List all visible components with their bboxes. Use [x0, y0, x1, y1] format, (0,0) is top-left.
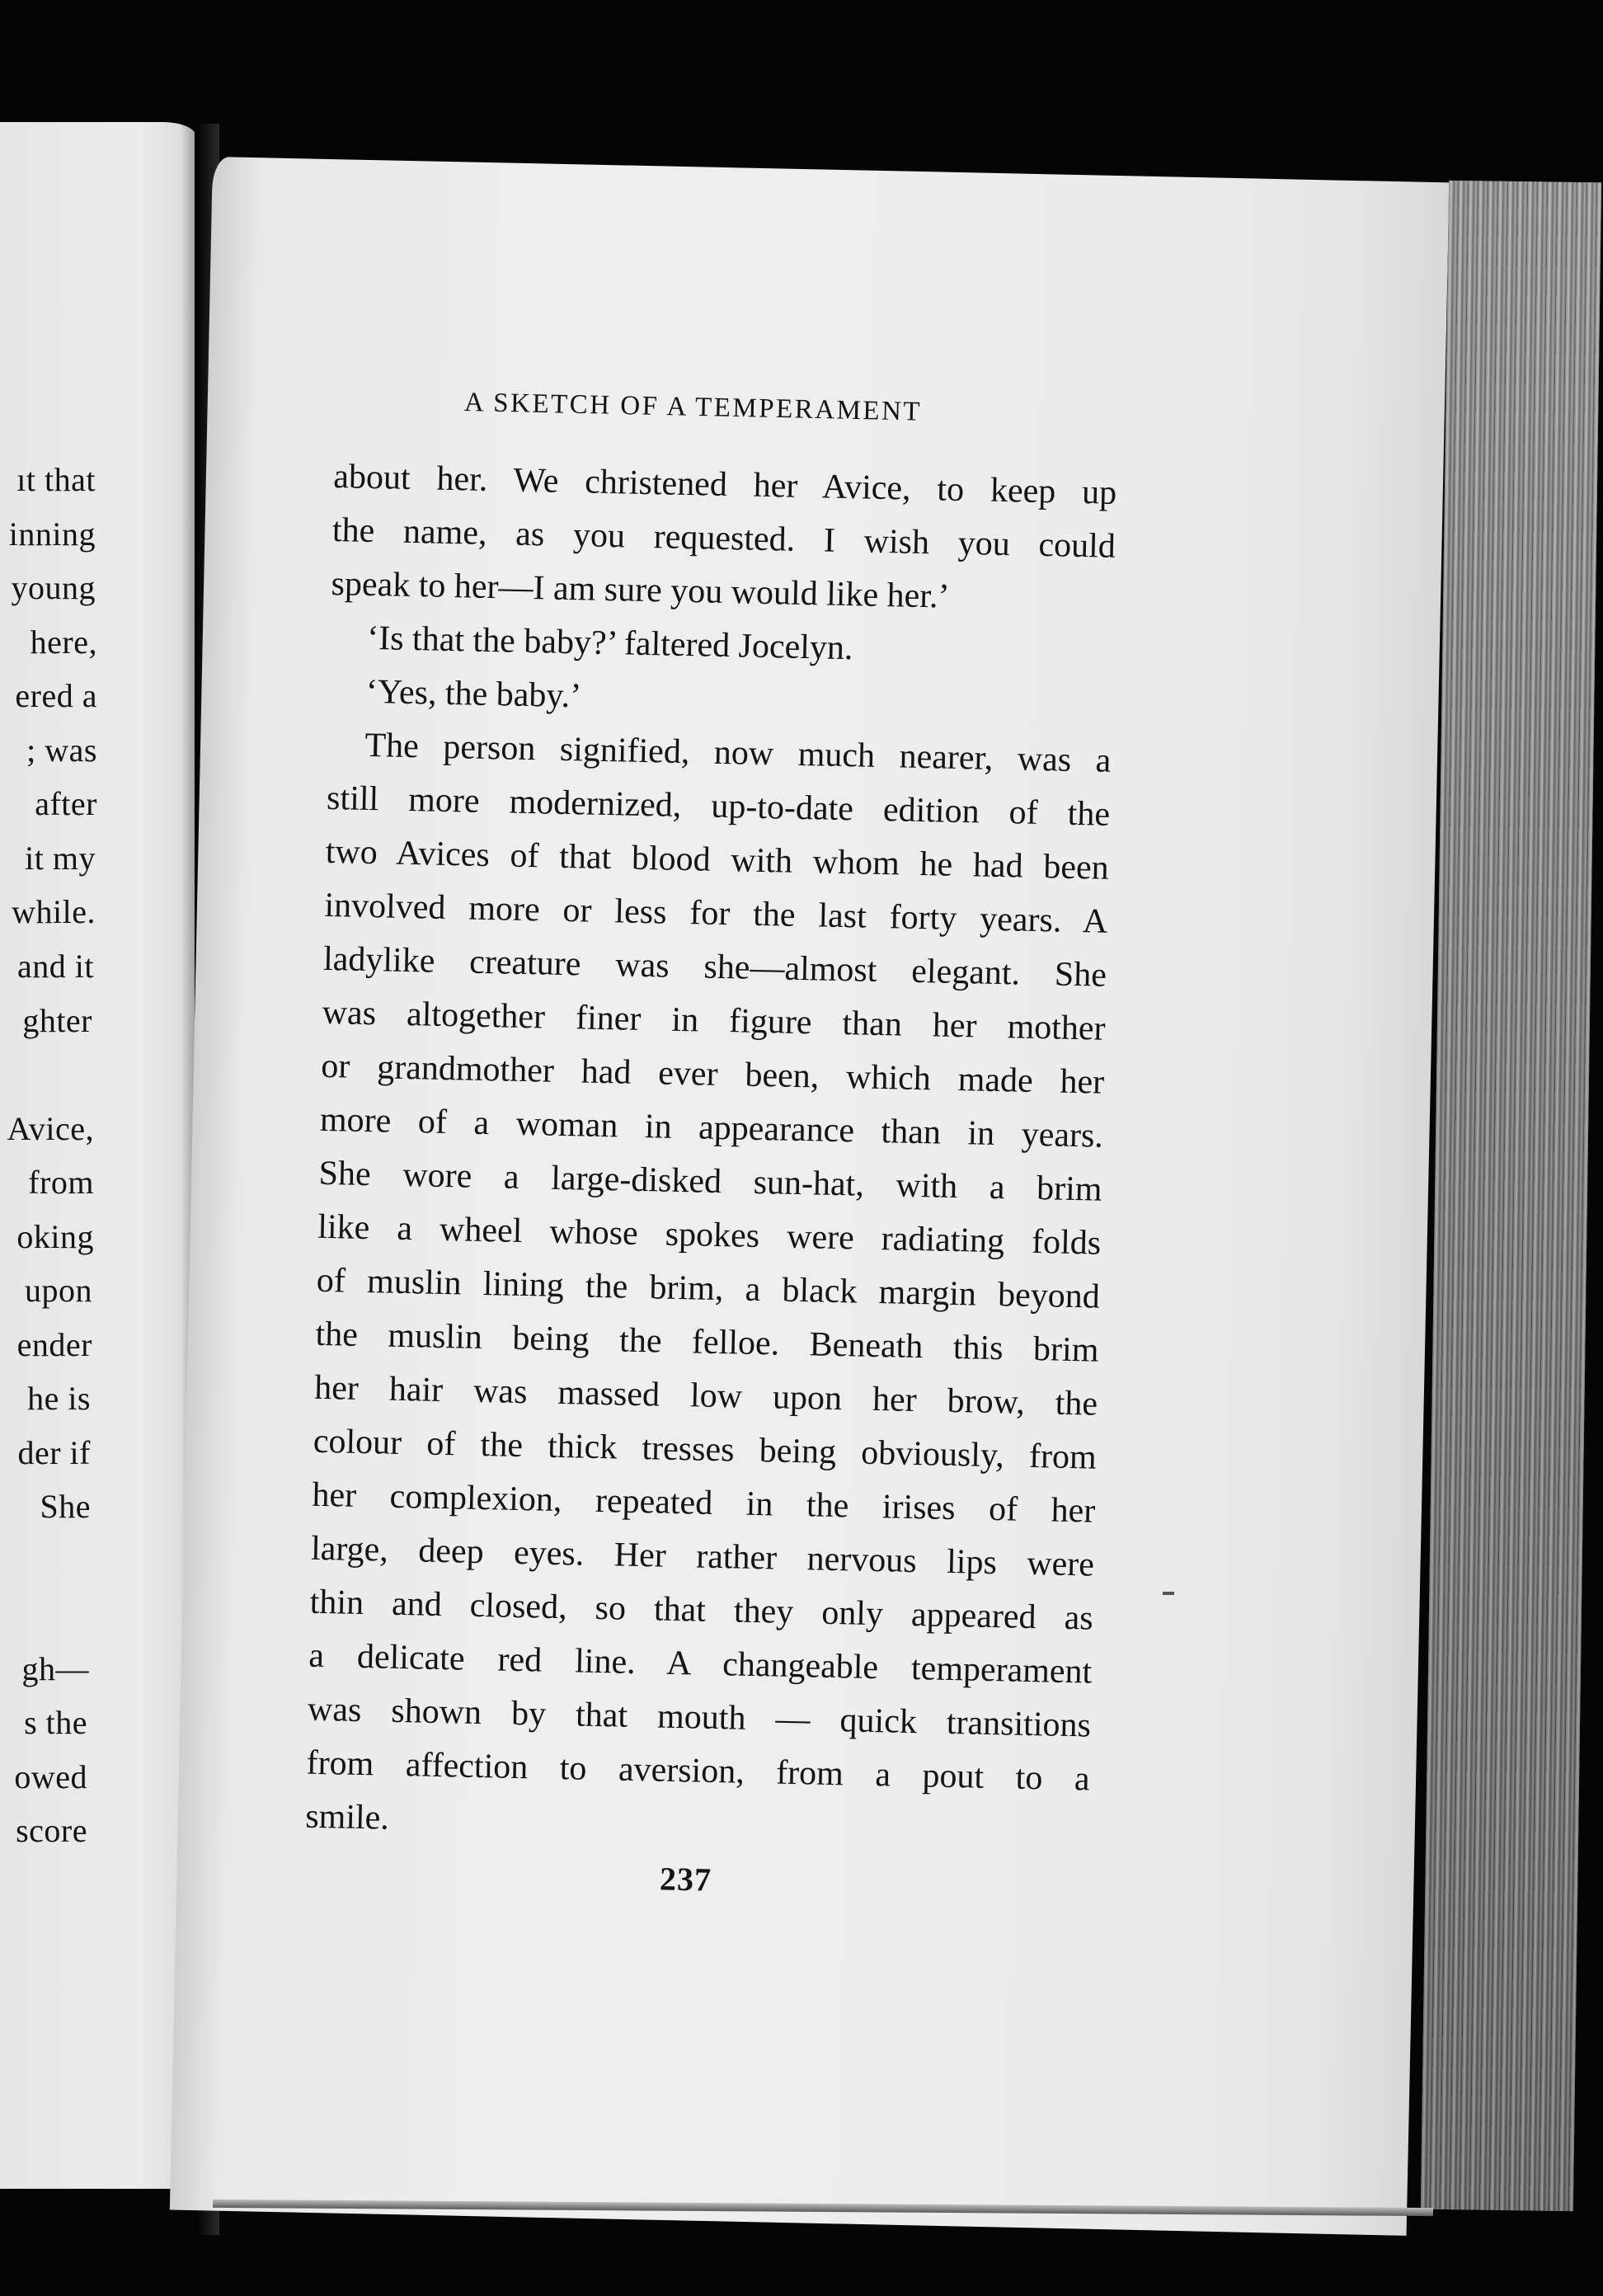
left-page-line: ıt that [16, 461, 96, 498]
left-page-line: ered a [15, 677, 97, 714]
left-facing-page [0, 122, 196, 2189]
left-page-line: ; was [26, 732, 97, 769]
left-page-line: after [35, 785, 97, 822]
left-page-line: and it [17, 948, 94, 985]
left-page-line: ender [16, 1326, 92, 1363]
text-line: her hair was massed low upon her brow, the [313, 1368, 1098, 1423]
text-line: thin and closed, so that they only appeared as [309, 1583, 1094, 1638]
left-page-line: ghter [22, 1002, 92, 1039]
text-line: like a wheel whose spokes were radiating folds [317, 1207, 1102, 1263]
text-line: was shown by that mouth — quick transitions [307, 1690, 1092, 1745]
page-number: 237 [659, 1860, 712, 1898]
left-page-line: while. [12, 893, 96, 930]
left-page-line: it my [25, 840, 96, 877]
text-line: involved more or less for the last forty years. A [324, 886, 1108, 941]
text-line: ‘Is that the baby?’ faltered Jocelyn. [366, 619, 853, 668]
text-line: the name, as you requested. I wish you could [331, 510, 1116, 566]
text-line: speak to her—I am sure you would like her.’ [331, 564, 950, 616]
text-line: from affection to aversion, from a pout to a [306, 1743, 1090, 1799]
left-page-line: upon [25, 1272, 92, 1309]
left-page-line: score [16, 1812, 87, 1849]
running-head: A SKETCH OF A TEMPERAMENT [463, 388, 923, 427]
text-line: ‘Yes, the baby.’ [365, 672, 582, 716]
left-page-line: Avice, [7, 1110, 94, 1147]
text-line: or grandmother had ever been, which made her [320, 1047, 1105, 1102]
left-page-line: from [28, 1164, 94, 1201]
text-line: smile. [304, 1797, 390, 1837]
text-line: The person signified, now much nearer, was a [364, 726, 1112, 780]
text-line: the muslin being the felloe. Beneath this brim [315, 1315, 1099, 1370]
left-page-line: inning [8, 515, 96, 553]
text-line: a delicate red line. A changeable temperament [308, 1636, 1093, 1691]
text-line: of muslin lining the brim, a black margin beyond [316, 1261, 1101, 1316]
left-page-line: She [40, 1488, 91, 1525]
left-page-line: here, [30, 623, 97, 661]
text-line: colour of the thick tresses being obviously, from [313, 1422, 1098, 1477]
text-line: She wore a large-disked sun-hat, with a brim [318, 1154, 1102, 1209]
left-page-line: gh— [21, 1650, 89, 1687]
text-line: her complexion, repeated in the irises of her [312, 1475, 1096, 1531]
book-page-edges [1421, 181, 1601, 2211]
text-line: about her. We christened her Avice, to keep up [332, 457, 1117, 512]
left-page-line: young [11, 569, 96, 606]
text-line: large, deep eyes. Her rather nervous lips were [310, 1529, 1095, 1584]
text-line: was altogether finer in figure than her mother [322, 993, 1107, 1048]
text-line: ladylike creature was she—almost elegant. She [322, 939, 1107, 995]
margin-mark [1163, 1592, 1174, 1595]
text-line: more of a woman in appearance than in years. [319, 1100, 1104, 1155]
text-line: two Avices of that blood with whom he had been [325, 832, 1110, 887]
left-page-line: owed [14, 1758, 87, 1795]
left-page-line: s the [24, 1704, 87, 1741]
left-page-line: he is [27, 1380, 91, 1417]
text-line: still more modernized, up-to-date edition of the [326, 779, 1111, 834]
left-page-line: der if [17, 1434, 91, 1471]
left-page-line: oking [16, 1218, 94, 1255]
